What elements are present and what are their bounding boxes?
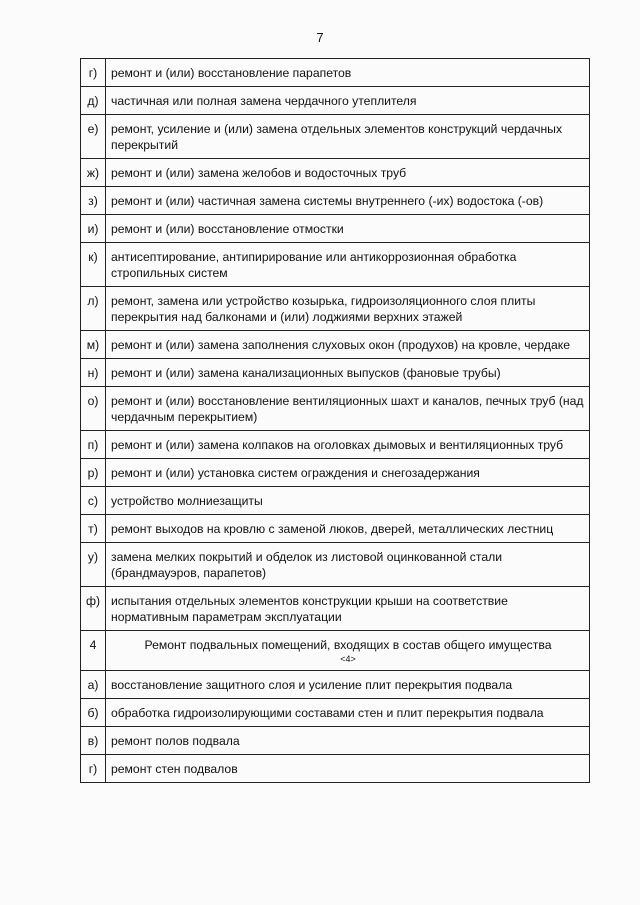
table-row xyxy=(81,699,590,727)
section-number: 4 xyxy=(81,631,106,671)
row-letter: в) xyxy=(81,727,106,755)
table-row xyxy=(81,671,590,699)
row-letter: т) xyxy=(81,515,106,543)
table-row xyxy=(81,115,590,159)
row-text: восстановление защитного слоя и усиление плит перекрытия подвала xyxy=(106,671,590,699)
row-letter: д) xyxy=(81,87,106,115)
table-row xyxy=(81,359,590,387)
table-row xyxy=(81,387,590,431)
row-text: ремонт и (или) восстановление отмостки xyxy=(106,215,590,243)
row-letter: о) xyxy=(81,387,106,431)
row-text: частичная или полная замена чердачного утеплителя xyxy=(106,87,590,115)
row-text: ремонт, усиление и (или) замена отдельных элементов конструкций чердачных перекрытий xyxy=(106,115,590,159)
row-letter: и) xyxy=(81,215,106,243)
section-title: Ремонт подвальных помещений, входящих в состав общего имущества xyxy=(144,638,552,652)
table-row xyxy=(81,243,590,287)
row-text: ремонт и (или) замена желобов и водосточных труб xyxy=(106,159,590,187)
row-letter: к) xyxy=(81,243,106,287)
row-letter: н) xyxy=(81,359,106,387)
row-text: обработка гидроизолирующими составами стен и плит перекрытия подвала xyxy=(106,699,590,727)
table-row xyxy=(81,487,590,515)
row-text: ремонт выходов на кровлю с заменой люков, дверей, металлических лестниц xyxy=(106,515,590,543)
table-row xyxy=(81,331,590,359)
row-letter: г) xyxy=(81,59,106,87)
table-row xyxy=(81,59,590,87)
row-letter: з) xyxy=(81,187,106,215)
row-text: ремонт и (или) замена канализационных выпусков (фановые трубы) xyxy=(106,359,590,387)
row-letter: ж) xyxy=(81,159,106,187)
row-text: испытания отдельных элементов конструкции крыши на соответствие нормативным параметрам эксплуатации xyxy=(106,587,590,631)
table-row xyxy=(81,543,590,587)
page-number: 7 xyxy=(316,30,324,45)
row-letter: с) xyxy=(81,487,106,515)
table-row xyxy=(81,587,590,631)
row-text: ремонт, замена или устройство козырька, гидроизоляционного слоя плиты перекрытия над балконами и (или) лоджиями верхних этажей xyxy=(106,287,590,331)
section-cell xyxy=(106,631,590,671)
table-row xyxy=(81,287,590,331)
table-row xyxy=(81,515,590,543)
row-text: ремонт и (или) замена колпаков на оголовках дымовых и вентиляционных труб xyxy=(106,431,590,459)
table-row xyxy=(81,215,590,243)
row-letter: п) xyxy=(81,431,106,459)
row-letter: ф) xyxy=(81,587,106,631)
table-row xyxy=(81,87,590,115)
table-row xyxy=(81,431,590,459)
table-row xyxy=(81,727,590,755)
table-row xyxy=(81,187,590,215)
row-letter: г) xyxy=(81,755,106,783)
row-text: антисептирование, антипирирование или антикоррозионная обработка стропильных систем xyxy=(106,243,590,287)
row-letter: а) xyxy=(81,671,106,699)
row-text: ремонт и (или) установка систем ограждения и снегозадержания xyxy=(106,459,590,487)
row-text: ремонт и (или) замена заполнения слуховых окон (продухов) на кровле, чердаке xyxy=(106,331,590,359)
row-letter: м) xyxy=(81,331,106,359)
table-row xyxy=(81,159,590,187)
table-row xyxy=(81,755,590,783)
row-letter: у) xyxy=(81,543,106,587)
row-letter: л) xyxy=(81,287,106,331)
row-text: устройство молниезащиты xyxy=(106,487,590,515)
works-table xyxy=(80,58,590,783)
row-text: замена мелких покрытий и обделок из листовой оцинкованной стали (брандмауэров, парапетов) xyxy=(106,543,590,587)
section-row xyxy=(81,631,590,671)
row-letter: б) xyxy=(81,699,106,727)
row-text: ремонт и (или) частичная замена системы внутреннего (-их) водостока (-ов) xyxy=(106,187,590,215)
table-row xyxy=(81,459,590,487)
row-letter: р) xyxy=(81,459,106,487)
footnote-ref: <4> xyxy=(340,654,356,664)
row-text: ремонт и (или) восстановление вентиляционных шахт и каналов, печных труб (над чердачным перекрытием) xyxy=(106,387,590,431)
row-text: ремонт и (или) восстановление парапетов xyxy=(106,59,590,87)
row-letter: е) xyxy=(81,115,106,159)
row-text: ремонт полов подвала xyxy=(106,727,590,755)
row-text: ремонт стен подвалов xyxy=(106,755,590,783)
